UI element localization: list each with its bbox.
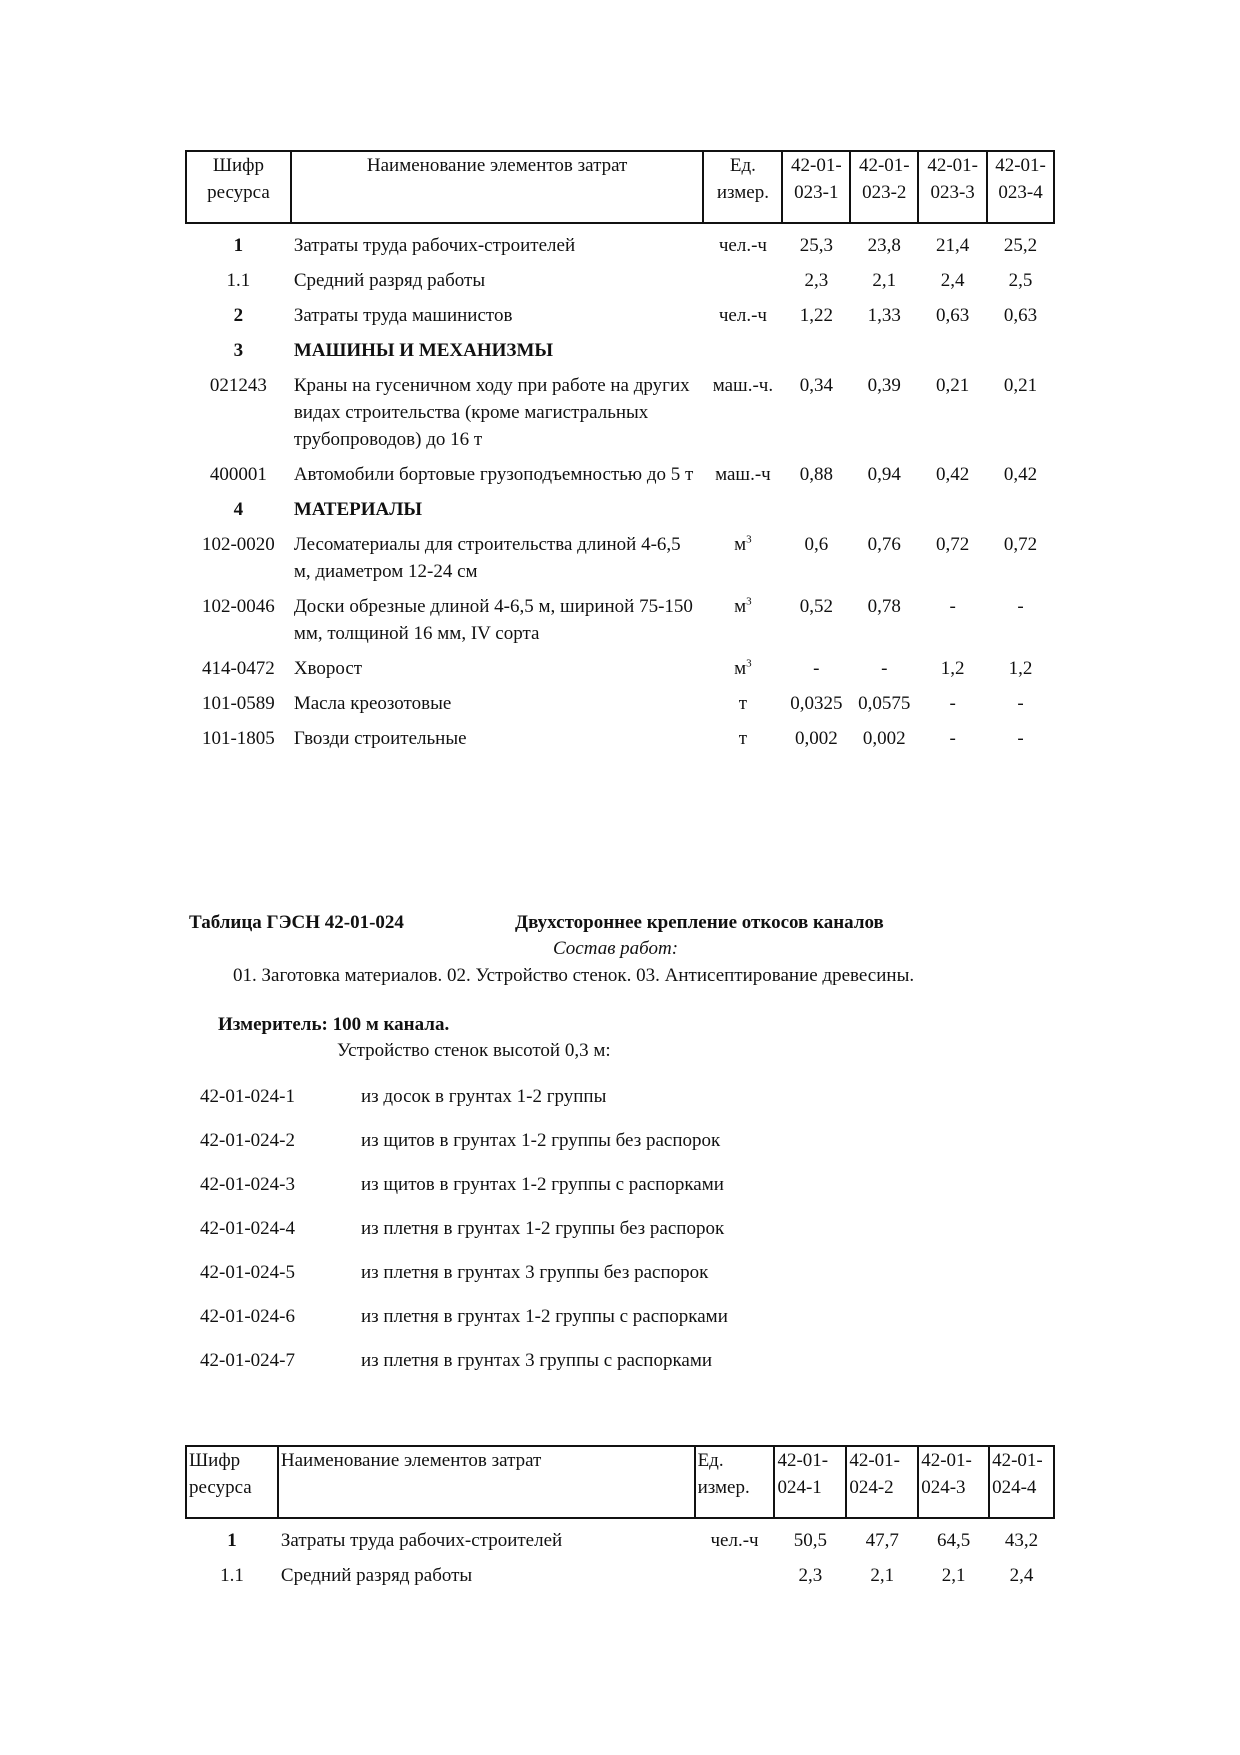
resource-code: 2 <box>233 305 244 326</box>
norm-code: 42-01-024-4 <box>200 1218 295 1239</box>
resource-code: 1.1 <box>220 1565 244 1586</box>
resource-name: Хворост <box>293 658 363 679</box>
resource-code: 101-1805 <box>201 728 275 749</box>
value-cell: - <box>1017 728 1024 749</box>
composition-label: Состав работ: <box>553 938 679 959</box>
value-cell: - <box>1017 693 1024 714</box>
resource-code: 021243 <box>209 375 267 396</box>
norm-code-item <box>200 1306 728 1350</box>
value-cell: 47,7 <box>865 1530 899 1551</box>
norm-code-item <box>200 1174 728 1218</box>
resource-unit <box>695 1554 775 1589</box>
measure-subtitle: Устройство стенок высотой 0,3 м: <box>337 1040 611 1061</box>
unit-text: м <box>734 534 747 555</box>
resource-name: МАТЕРИАЛЫ <box>293 499 423 520</box>
table-row <box>186 294 1054 329</box>
unit-text: м <box>734 596 747 617</box>
value-cell: 0,52 <box>799 596 833 617</box>
norm-description: из досок в грунтах 1-2 группы <box>361 1086 607 1107</box>
resource-code: 102-0020 <box>201 534 275 555</box>
table-row <box>186 1518 1054 1554</box>
value-cell: 2,1 <box>941 1565 966 1586</box>
unit-exponent: 3 <box>746 533 752 546</box>
composition-text: 01. Заготовка материалов. 02. Устройство стенок. 03. Антисептирование древесины. <box>233 965 915 986</box>
value-cell: 0,63 <box>1003 305 1038 326</box>
table-row <box>186 329 1054 364</box>
resource-unit <box>703 523 782 585</box>
resource-unit <box>703 223 782 259</box>
resource-code: 4 <box>233 499 244 520</box>
resource-unit <box>703 329 782 364</box>
resource-unit <box>695 1518 775 1554</box>
norm-description: из плетня в грунтах 3 группы с распорками <box>361 1350 713 1371</box>
unit-text: маш.-ч. <box>712 375 774 396</box>
value-cell <box>918 488 987 523</box>
value-cell: 0,72 <box>1003 534 1038 555</box>
value-cell <box>782 488 850 523</box>
unit-text: маш.-ч <box>715 464 771 485</box>
unit-exponent: 3 <box>746 595 752 608</box>
resource-unit <box>703 682 782 717</box>
norm-code: 42-01-024-6 <box>200 1306 295 1327</box>
norm-code: 42-01-024-2 <box>200 1130 295 1151</box>
resource-name: Масла креозотовые <box>293 693 452 714</box>
norm-code-item <box>200 1130 728 1174</box>
resource-unit <box>703 717 782 752</box>
value-cell: 1,2 <box>940 658 965 679</box>
table-row <box>186 364 1054 453</box>
resource-code: 1 <box>227 1530 237 1551</box>
norm-code: 42-01-024-5 <box>200 1262 295 1283</box>
value-cell: 25,2 <box>1003 235 1038 256</box>
resource-unit <box>703 453 782 488</box>
value-cell: 0,39 <box>867 375 901 396</box>
norm-description: из плетня в грунтах 3 группы без распорок <box>361 1262 709 1283</box>
value-cell: - <box>949 596 956 617</box>
unit-text: чел.-ч <box>718 235 767 256</box>
value-cell: 0,94 <box>867 464 901 485</box>
resource-unit <box>703 585 782 647</box>
header-col-1: 42-01-023-1 <box>782 151 850 223</box>
header-code: Шифр ресурса <box>186 1446 278 1518</box>
value-cell: 2,3 <box>804 270 829 291</box>
measure-unit: Измеритель: 100 м канала. <box>218 1014 450 1035</box>
resource-code: 400001 <box>209 464 267 485</box>
resource-code: 3 <box>233 340 244 361</box>
header-unit: Ед. измер. <box>703 151 782 223</box>
table-row <box>186 488 1054 523</box>
norm-code-item <box>200 1262 728 1306</box>
value-cell <box>987 488 1054 523</box>
header-col-2: 42-01-024-2 <box>846 1446 918 1518</box>
header-name: Наименование элементов затрат <box>278 1446 695 1518</box>
table-row <box>186 453 1054 488</box>
value-cell: 1,33 <box>867 305 901 326</box>
unit-text: т <box>738 728 748 749</box>
unit-text: чел.-ч <box>718 305 767 326</box>
header-name: Наименование элементов затрат <box>291 151 704 223</box>
value-cell: 0,21 <box>936 375 970 396</box>
unit-text: м <box>734 658 747 679</box>
value-cell: 0,63 <box>936 305 970 326</box>
value-cell <box>850 488 918 523</box>
header-col-2: 42-01-023-2 <box>850 151 918 223</box>
header-col-3: 42-01-023-3 <box>918 151 987 223</box>
value-cell <box>850 329 918 364</box>
value-cell: - <box>813 658 820 679</box>
resource-unit <box>703 294 782 329</box>
resource-name: Доски обрезные длиной 4-6,5 м, шириной 75-150 мм, толщиной 16 мм, IV сорта <box>293 596 693 644</box>
resource-name: Гвозди строительные <box>293 728 467 749</box>
resource-name: Затраты труда рабочих-строителей <box>280 1530 563 1551</box>
unit-exponent: 3 <box>746 657 752 670</box>
norm-description: из плетня в грунтах 1-2 группы с распорками <box>361 1306 728 1327</box>
value-cell: 50,5 <box>793 1530 828 1551</box>
value-cell: 0,76 <box>867 534 901 555</box>
value-cell: 64,5 <box>937 1530 971 1551</box>
value-cell: 0,78 <box>867 596 901 617</box>
resource-name: Затраты труда машинистов <box>293 305 513 326</box>
value-cell <box>782 329 850 364</box>
resource-name: Лесоматериалы для строительства длиной 4-6,5 м, диаметром 12-24 см <box>293 534 681 582</box>
value-cell: 0,42 <box>936 464 970 485</box>
value-cell: 0,42 <box>1003 464 1038 485</box>
value-cell: 2,5 <box>1008 270 1033 291</box>
value-cell: 0,88 <box>799 464 833 485</box>
header-col-4: 42-01-023-4 <box>987 151 1054 223</box>
table-row <box>186 717 1054 752</box>
table-row <box>186 682 1054 717</box>
resource-unit <box>703 647 782 682</box>
value-cell <box>987 329 1054 364</box>
header-col-4: 42-01-024-4 <box>989 1446 1054 1518</box>
norm-code-item <box>200 1218 728 1262</box>
value-cell: 2,1 <box>870 1565 895 1586</box>
resource-name: Средний разряд работы <box>280 1565 473 1586</box>
norm-code: 42-01-024-7 <box>200 1350 295 1371</box>
resource-code: 1 <box>233 235 244 256</box>
norm-description: из щитов в грунтах 1-2 группы без распорок <box>361 1130 721 1151</box>
value-cell: 1,2 <box>1008 658 1033 679</box>
value-cell: 0,6 <box>804 534 829 555</box>
resource-name: Затраты труда рабочих-строителей <box>293 235 576 256</box>
table-header-row <box>186 1446 1054 1518</box>
resource-name: Краны на гусеничном ходу при работе на других видах строительства (кроме магистральных трубопроводов) до 16 т <box>293 375 690 450</box>
table-header-row <box>186 151 1054 223</box>
resource-code: 414-0472 <box>201 658 275 679</box>
resource-unit <box>703 259 782 294</box>
resource-unit <box>703 364 782 453</box>
value-cell <box>918 329 987 364</box>
resource-table-42-01-024 <box>185 1445 1055 1589</box>
value-cell: 0,72 <box>936 534 970 555</box>
value-cell: - <box>949 728 956 749</box>
header-unit: Ед. измер. <box>695 1446 775 1518</box>
value-cell: - <box>1017 596 1024 617</box>
resource-table-42-01-023 <box>185 150 1055 752</box>
table-row <box>186 1554 1054 1589</box>
value-cell: 2,1 <box>872 270 897 291</box>
header-code: Шифр ресурса <box>186 151 291 223</box>
table-body <box>186 223 1054 752</box>
value-cell: 0,34 <box>799 375 833 396</box>
resource-code: 1.1 <box>226 270 251 291</box>
value-cell: 1,22 <box>799 305 833 326</box>
norm-code: 42-01-024-3 <box>200 1174 295 1195</box>
value-cell: 23,8 <box>867 235 901 256</box>
value-cell: 0,002 <box>794 728 838 749</box>
table-label: Таблица ГЭСН 42-01-024 <box>189 912 404 933</box>
norm-code: 42-01-024-1 <box>200 1086 295 1107</box>
norm-description: из плетня в грунтах 1-2 группы без распорок <box>361 1218 725 1239</box>
resource-code: 102-0046 <box>201 596 275 617</box>
table-row <box>186 223 1054 259</box>
value-cell: 0,002 <box>862 728 906 749</box>
value-cell: 0,0575 <box>858 693 911 714</box>
norm-description: из щитов в грунтах 1-2 группы с распорками <box>361 1174 724 1195</box>
value-cell: - <box>881 658 888 679</box>
norm-code-list <box>200 1086 728 1394</box>
resource-name: МАШИНЫ И МЕХАНИЗМЫ <box>293 340 554 361</box>
resource-name: Средний разряд работы <box>293 270 486 291</box>
value-cell: 2,4 <box>1009 1565 1034 1586</box>
table-row <box>186 523 1054 585</box>
value-cell: 2,3 <box>798 1565 823 1586</box>
header-col-3: 42-01-024-3 <box>918 1446 989 1518</box>
value-cell: 2,4 <box>940 270 965 291</box>
resource-unit <box>703 488 782 523</box>
value-cell: - <box>949 693 956 714</box>
norm-code-item <box>200 1350 728 1394</box>
table-row <box>186 647 1054 682</box>
norm-code-item <box>200 1086 728 1130</box>
value-cell: 25,3 <box>799 235 833 256</box>
header-col-1: 42-01-024-1 <box>774 1446 846 1518</box>
value-cell: 43,2 <box>1004 1530 1039 1551</box>
table-body <box>186 1518 1054 1589</box>
table-title: Двухстороннее крепление откосов каналов <box>515 912 884 933</box>
value-cell: 21,4 <box>936 235 970 256</box>
unit-text: чел.-ч <box>710 1530 759 1551</box>
value-cell: 0,0325 <box>790 693 843 714</box>
table-row <box>186 585 1054 647</box>
table-row <box>186 259 1054 294</box>
resource-name: Автомобили бортовые грузоподъемностью до 5 т <box>293 464 694 485</box>
value-cell: 0,21 <box>1003 375 1038 396</box>
unit-text: т <box>738 693 748 714</box>
resource-code: 101-0589 <box>201 693 275 714</box>
